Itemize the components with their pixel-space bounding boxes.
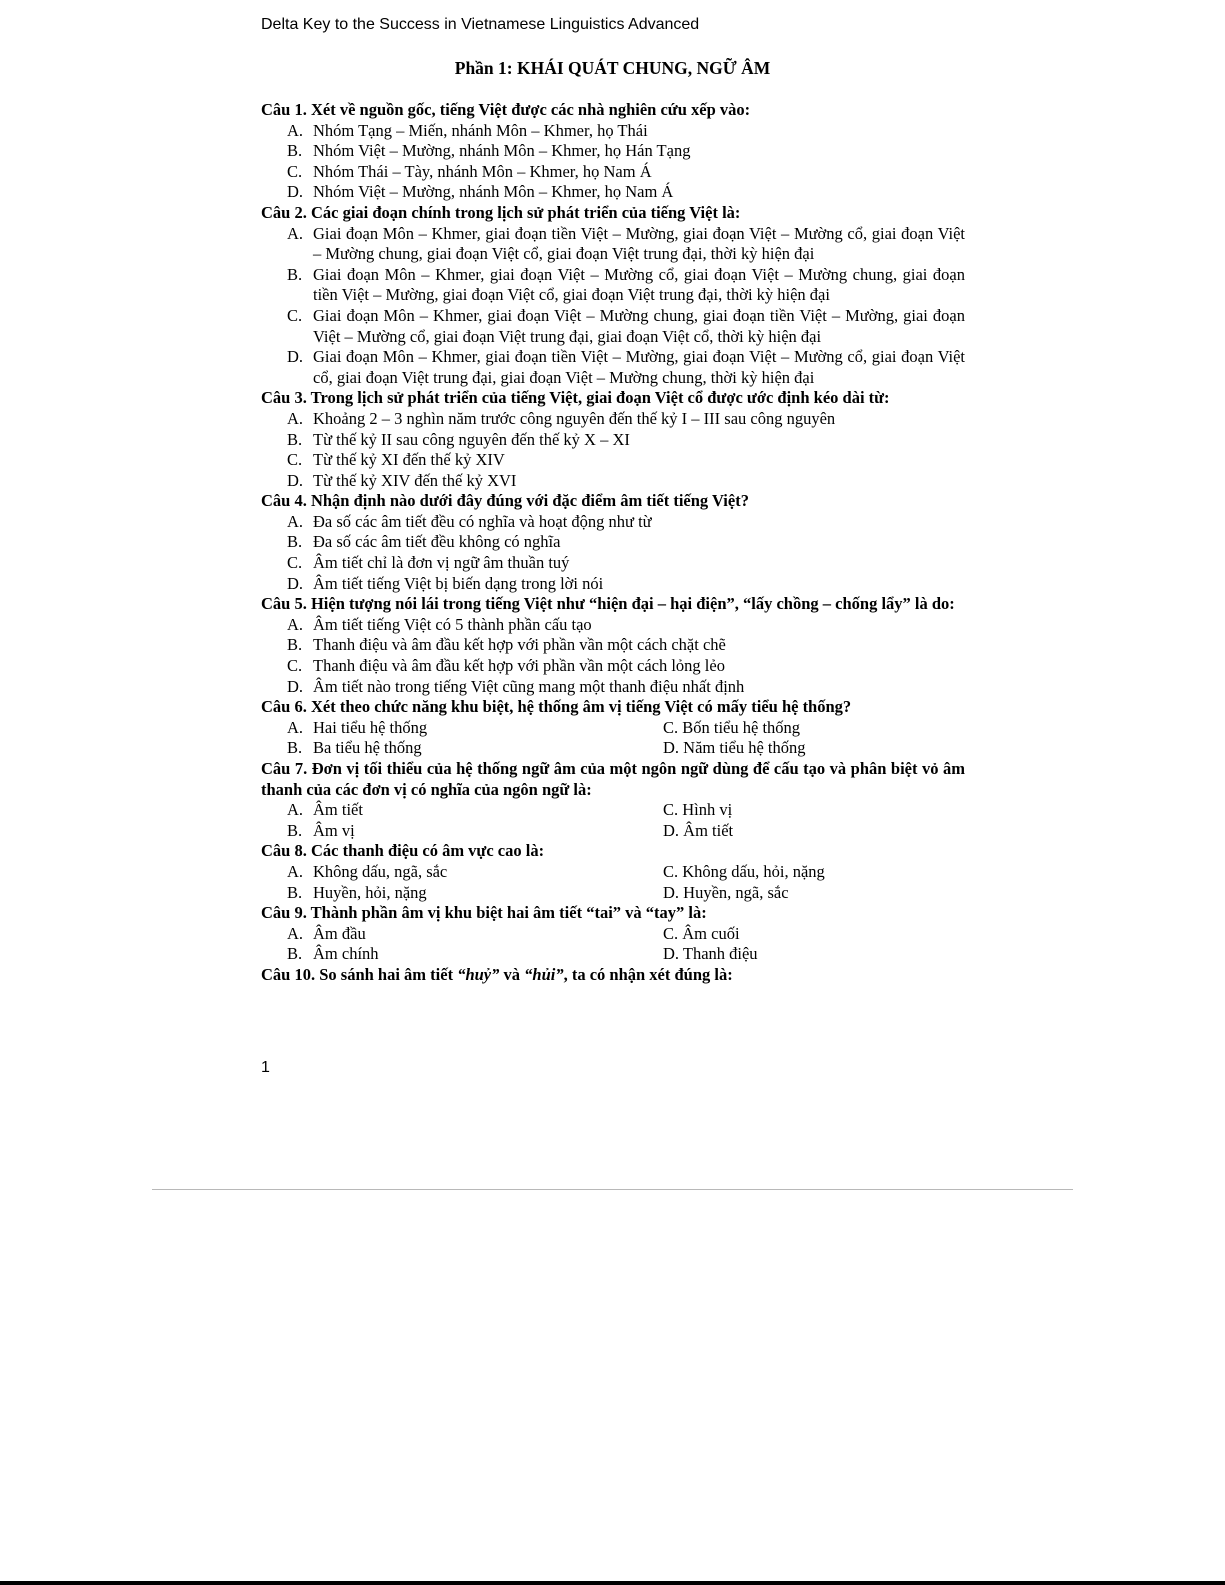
option-letter: A. xyxy=(287,223,304,243)
option-c xyxy=(261,553,965,574)
option-a xyxy=(261,512,965,533)
option-text: Âm tiết tiếng Việt có 5 thành phần cấu tạo xyxy=(313,614,592,634)
option-text: Giai đoạn Môn – Khmer, giai đoạn tiền Việt – Mường, giai đoạn Việt – Mường cổ, giai đoạn Việt – Mường chung, giai đoạn Việt cổ, giai đoạn Việt trung đại, thời kỳ hiện đại xyxy=(313,223,965,264)
option-c xyxy=(261,306,965,347)
option-text: Âm tiết nào trong tiếng Việt cũng mang một thanh điệu nhất định xyxy=(313,676,745,696)
option-text: Nhóm Tạng – Miến, nhánh Môn – Khmer, họ Thái xyxy=(313,120,648,140)
option-c xyxy=(663,718,965,739)
option-text: Huyền, hỏi, nặng xyxy=(313,882,427,902)
option-a xyxy=(287,862,663,883)
question-9 xyxy=(261,903,965,965)
option-b xyxy=(261,141,965,162)
question-4 xyxy=(261,491,965,594)
option-b xyxy=(287,738,663,759)
option-letter: A. xyxy=(287,511,304,531)
option-a xyxy=(261,615,965,636)
option-b xyxy=(261,265,965,306)
option-letter: C. xyxy=(287,450,303,470)
question-1 xyxy=(261,100,965,203)
option-text: Giai đoạn Môn – Khmer, giai đoạn Việt – Mường chung, giai đoạn tiền Việt – Mường, giai đoạn Việt – Mường cổ, giai đoạn Việt trung đại, giai đoạn Việt cổ, thời kỳ hiện đại xyxy=(313,305,965,346)
page-number: 1 xyxy=(261,1059,270,1076)
option-c xyxy=(663,862,965,883)
option-letter: A. xyxy=(287,923,304,943)
question-8 xyxy=(261,841,965,903)
option-letter: D. xyxy=(287,470,304,490)
option-d xyxy=(261,182,965,203)
option-letter: B. xyxy=(287,882,303,902)
option-text: Từ thế kỷ XI đến thế kỷ XIV xyxy=(313,450,505,470)
option-text: Không dấu, ngã, sắc xyxy=(313,861,448,881)
option-letter: B. xyxy=(287,141,303,161)
option-text: Ba tiểu hệ thống xyxy=(313,738,422,758)
option-d xyxy=(261,347,965,388)
option-letter: B. xyxy=(287,264,303,284)
option-text: C. Không dấu, hỏi, nặng xyxy=(663,861,825,881)
option-b xyxy=(261,635,965,656)
question-title-middle: và xyxy=(499,964,525,984)
option-letter: B. xyxy=(287,429,303,449)
question-title xyxy=(261,965,965,986)
option-b xyxy=(287,944,663,965)
option-a xyxy=(287,924,663,945)
question-title-suffix: , ta có nhận xét đúng là: xyxy=(563,964,733,984)
option-c xyxy=(261,656,965,677)
question-10 xyxy=(261,965,965,986)
option-text: Giai đoạn Môn – Khmer, giai đoạn Việt – Mường cổ, giai đoạn Việt – Mường chung, giai đoạn tiền Việt – Mường, giai đoạn Việt cổ, giai đoạn Việt trung đại, thời kỳ hiện đại xyxy=(313,264,965,305)
option-b xyxy=(287,821,663,842)
option-letter: D. xyxy=(287,573,304,593)
page-divider xyxy=(152,1189,1073,1190)
option-d xyxy=(261,574,965,595)
question-title: Câu 3. Trong lịch sử phát triển của tiếng Việt, giai đoạn Việt cổ được ước định kéo dài từ: xyxy=(261,388,890,408)
option-a xyxy=(261,224,965,265)
option-grid xyxy=(261,718,965,759)
option-letter: A. xyxy=(287,120,304,140)
question-6 xyxy=(261,697,965,759)
section-title: Phần 1: KHÁI QUÁT CHUNG, NGỮ ÂM xyxy=(454,58,771,78)
option-text: Thanh điệu và âm đầu kết hợp với phần vần một cách chặt chẽ xyxy=(313,635,726,655)
option-letter: B. xyxy=(287,635,303,655)
option-letter: B. xyxy=(287,820,303,840)
option-b xyxy=(261,430,965,451)
option-text: Âm đầu xyxy=(313,923,366,943)
option-d xyxy=(663,883,965,904)
option-a xyxy=(287,800,663,821)
bottom-border xyxy=(0,1581,1225,1585)
option-c xyxy=(261,162,965,183)
option-grid xyxy=(261,800,965,841)
option-text: D. Huyền, ngã, sắc xyxy=(663,882,789,902)
option-letter: A. xyxy=(287,408,304,428)
option-text: C. Hình vị xyxy=(663,800,733,820)
question-title: Câu 2. Các giai đoạn chính trong lịch sử phát triển của tiếng Việt là: xyxy=(261,202,741,222)
option-text: Nhóm Thái – Tày, nhánh Môn – Khmer, họ Nam Á xyxy=(313,161,652,181)
option-d xyxy=(663,821,965,842)
question-3 xyxy=(261,388,965,491)
question-title: Câu 7. Đơn vị tối thiểu của hệ thống ngữ âm của một ngôn ngữ dùng để cấu tạo và phân biệt vỏ âm thanh của các đơn vị có nghĩa của ngôn ngữ là: xyxy=(261,759,965,799)
word-huy: “huỷ” xyxy=(457,964,500,984)
option-b xyxy=(261,532,965,553)
option-letter: C. xyxy=(287,656,303,676)
option-c xyxy=(663,800,965,821)
option-d xyxy=(663,944,965,965)
option-text: D. Thanh điệu xyxy=(663,944,758,964)
option-letter: D. xyxy=(287,676,304,696)
option-letter: B. xyxy=(287,532,303,552)
question-list xyxy=(261,100,965,986)
option-text: Hai tiểu hệ thống xyxy=(313,717,428,737)
option-grid xyxy=(261,924,965,965)
option-letter: A. xyxy=(287,717,304,737)
option-d xyxy=(261,677,965,698)
option-text: Giai đoạn Môn – Khmer, giai đoạn tiền Việt – Mường, giai đoạn Việt – Mường cổ, giai đoạn Việt cổ, giai đoạn Việt trung đại, giai đoạn Việt – Mường chung, thời kỳ hiện đại xyxy=(313,347,965,387)
option-letter: D. xyxy=(287,182,304,202)
option-d xyxy=(663,738,965,759)
option-letter: B. xyxy=(287,738,303,758)
option-letter: C. xyxy=(287,161,303,181)
option-text: Âm tiết chỉ là đơn vị ngữ âm thuần tuý xyxy=(313,553,570,573)
option-text: Khoảng 2 – 3 nghìn năm trước công nguyên đến thế kỷ I – III sau công nguyên xyxy=(313,408,836,428)
question-7 xyxy=(261,759,965,841)
option-b xyxy=(287,883,663,904)
option-text: Từ thế kỷ II sau công nguyên đến thế kỷ X – XI xyxy=(313,429,630,449)
question-title: Câu 6. Xét theo chức năng khu biệt, hệ thống âm vị tiếng Việt có mấy tiểu hệ thống? xyxy=(261,697,852,717)
option-text: Đa số các âm tiết đều không có nghĩa xyxy=(313,532,561,552)
option-letter: A. xyxy=(287,800,304,820)
option-text: Âm vị xyxy=(313,820,355,840)
option-text: Nhóm Việt – Mường, nhánh Môn – Khmer, họ Nam Á xyxy=(313,182,674,202)
option-c xyxy=(663,924,965,945)
option-a xyxy=(261,121,965,142)
question-5 xyxy=(261,594,965,697)
option-text: C. Âm cuối xyxy=(663,923,740,943)
question-title-prefix: Câu 10. So sánh hai âm tiết xyxy=(261,964,458,984)
option-text: Âm chính xyxy=(313,944,379,964)
option-text: C. Bốn tiểu hệ thống xyxy=(663,717,801,737)
option-text: D. Năm tiểu hệ thống xyxy=(663,738,806,758)
option-text: Âm tiết tiếng Việt bị biến dạng trong lời nói xyxy=(313,573,604,593)
option-text: Âm tiết xyxy=(313,800,363,820)
question-title: Câu 1. Xét về nguồn gốc, tiếng Việt được các nhà nghiên cứu xếp vào: xyxy=(261,100,751,119)
option-letter: C. xyxy=(287,553,303,573)
option-c xyxy=(261,450,965,471)
document-header: Delta Key to the Success in Vietnamese Linguistics Advanced xyxy=(261,16,700,33)
option-letter: A. xyxy=(287,861,304,881)
option-letter: D. xyxy=(287,347,304,367)
option-text: Từ thế kỷ XIV đến thế kỷ XVI xyxy=(313,470,517,490)
option-d xyxy=(261,471,965,492)
option-a xyxy=(287,718,663,739)
option-grid xyxy=(261,862,965,903)
question-title: Câu 4. Nhận định nào dưới đây đúng với đặc điểm âm tiết tiếng Việt? xyxy=(261,491,749,511)
option-text: Thanh điệu và âm đầu kết hợp với phần vần một cách lỏng lẻo xyxy=(313,656,725,676)
question-title: Câu 8. Các thanh điệu có âm vực cao là: xyxy=(261,841,545,861)
word-hui: “hủi” xyxy=(524,964,564,984)
option-letter: A. xyxy=(287,614,304,634)
option-text: D. Âm tiết xyxy=(663,820,734,840)
question-title: Câu 5. Hiện tượng nói lái trong tiếng Việt như “hiện đại – hại điện”, “lấy chồng – chống lẩy” là do: xyxy=(261,594,955,614)
option-a xyxy=(261,409,965,430)
option-text: Nhóm Việt – Mường, nhánh Môn – Khmer, họ Hán Tạng xyxy=(313,141,691,161)
option-text: Đa số các âm tiết đều có nghĩa và hoạt động như từ xyxy=(313,511,652,531)
option-letter: C. xyxy=(287,305,303,325)
option-letter: B. xyxy=(287,944,303,964)
question-2 xyxy=(261,203,965,388)
question-title: Câu 9. Thành phần âm vị khu biệt hai âm tiết “tai” và “tay” là: xyxy=(261,903,707,923)
